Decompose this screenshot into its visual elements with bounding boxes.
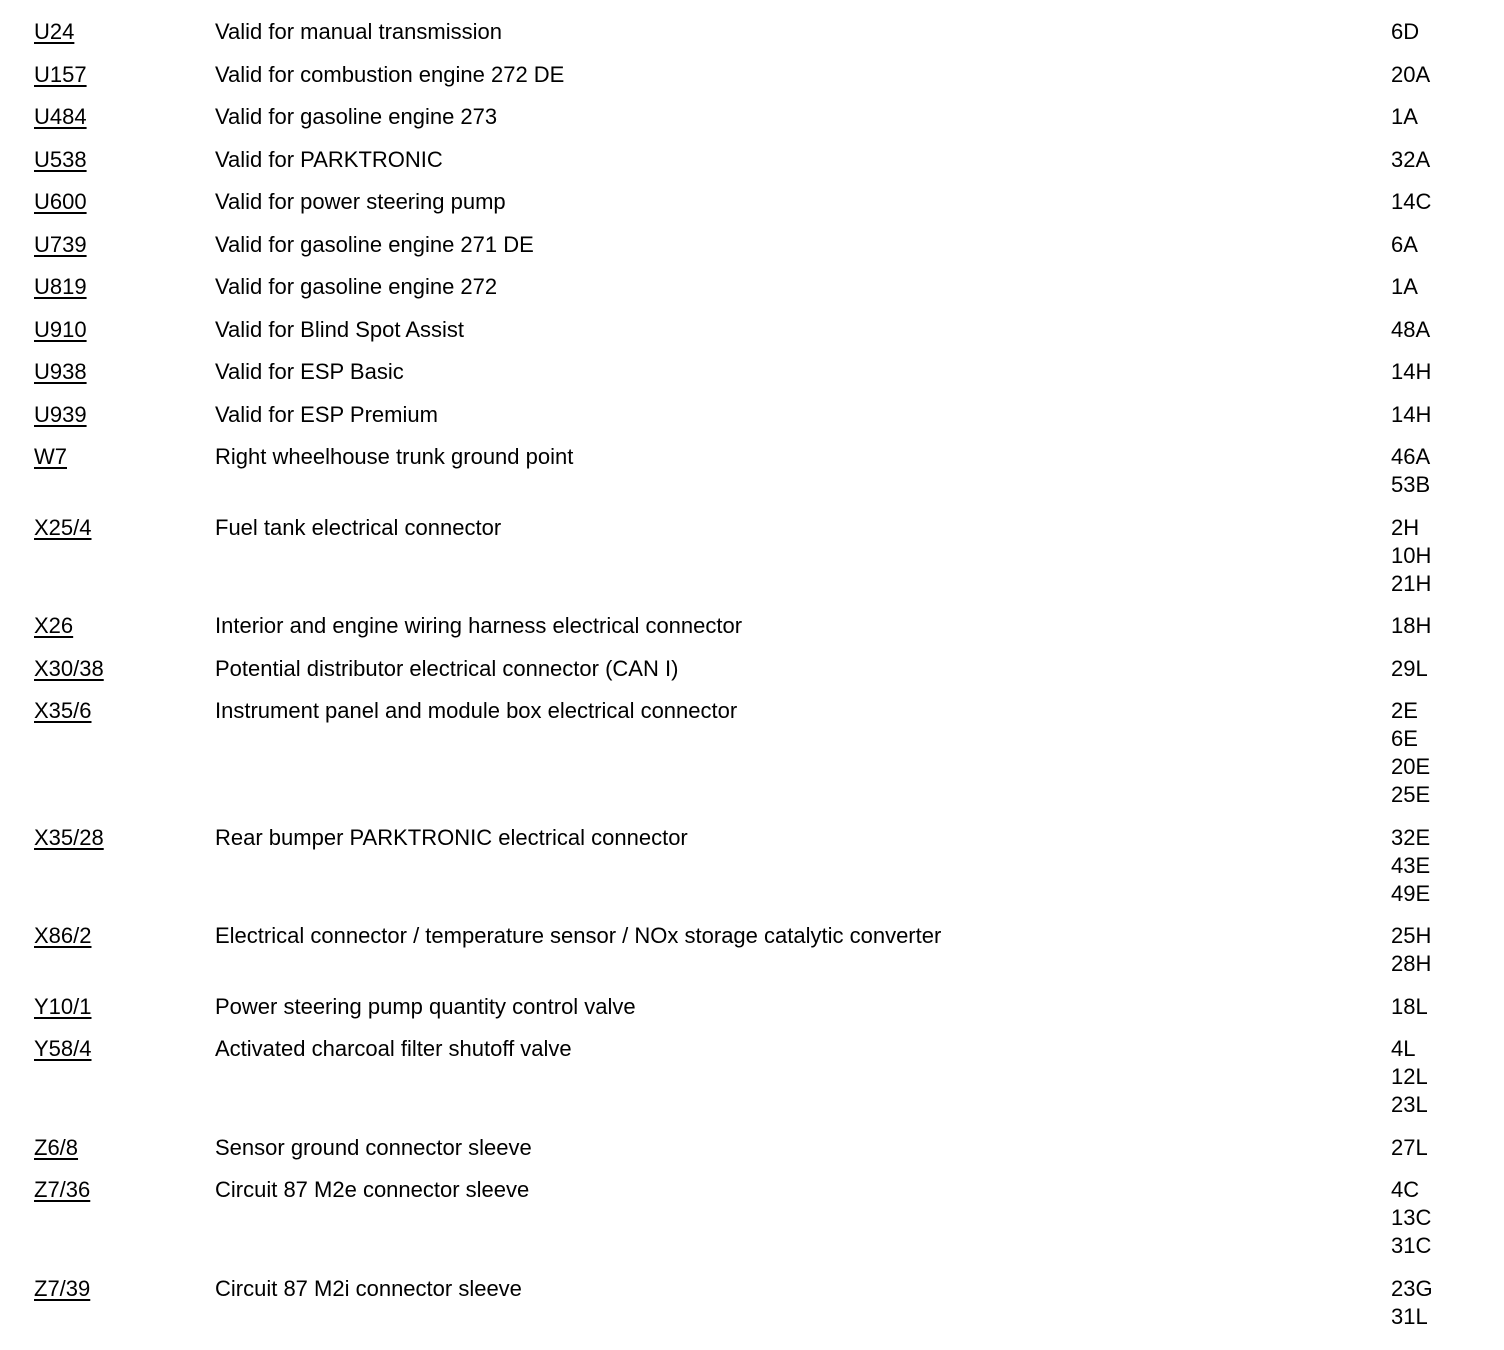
grid-reference: 48A xyxy=(1391,316,1431,342)
grid-reference: 4L xyxy=(1391,1036,1416,1061)
grid-reference: 2E xyxy=(1391,698,1418,723)
component-description: Fuel tank electrical connector xyxy=(215,514,502,540)
grid-reference: 28H xyxy=(1391,951,1432,976)
component-description: Power steering pump quantity control valve xyxy=(215,993,636,1019)
legend-row xyxy=(0,443,1504,514)
grid-reference-list xyxy=(1391,655,1428,683)
component-description: Rear bumper PARKTRONIC electrical connector xyxy=(215,824,688,850)
grid-reference: 49E xyxy=(1391,880,1431,906)
grid-reference-list xyxy=(1391,61,1430,89)
grid-reference: 6A xyxy=(1391,231,1418,257)
grid-reference: 23G xyxy=(1391,1275,1433,1301)
grid-reference: 27L xyxy=(1391,1134,1428,1160)
legend-row xyxy=(0,146,1504,189)
grid-reference: 46A xyxy=(1391,444,1431,469)
grid-reference-list xyxy=(1391,273,1418,301)
grid-reference: 14C xyxy=(1391,189,1432,214)
component-code-link[interactable]: X30/38 xyxy=(34,655,104,681)
component-code-link[interactable]: U157 xyxy=(34,61,87,87)
grid-reference-list xyxy=(1391,612,1431,640)
component-description: Valid for ESP Premium xyxy=(215,401,438,427)
legend-row xyxy=(0,273,1504,316)
component-description: Valid for combustion engine 272 DE xyxy=(215,61,565,87)
component-code-link[interactable]: U600 xyxy=(34,189,87,214)
grid-reference-list xyxy=(1391,1134,1428,1162)
grid-reference-list xyxy=(1391,146,1430,174)
component-code-link[interactable]: Y58/4 xyxy=(34,1036,92,1061)
component-description: Valid for manual transmission xyxy=(215,19,502,44)
component-code-link[interactable]: Z6/8 xyxy=(34,1134,79,1160)
component-code-link[interactable]: U538 xyxy=(34,146,87,172)
grid-reference: 10H xyxy=(1391,542,1432,568)
grid-reference: 13C xyxy=(1391,1205,1432,1230)
grid-reference-list xyxy=(1391,1035,1428,1119)
legend-row xyxy=(0,61,1504,104)
component-description: Activated charcoal filter shutoff valve xyxy=(215,1036,572,1061)
grid-reference-list xyxy=(1391,188,1431,216)
component-description: Valid for ESP Basic xyxy=(215,359,404,384)
grid-reference-list xyxy=(1391,231,1418,259)
grid-reference: 18L xyxy=(1391,993,1428,1019)
legend-row xyxy=(0,1134,1504,1177)
component-description: Circuit 87 M2i connector sleeve xyxy=(215,1275,522,1301)
legend-row xyxy=(0,922,1504,993)
legend-row xyxy=(0,993,1504,1036)
component-description: Valid for PARKTRONIC xyxy=(215,146,443,172)
grid-reference-list xyxy=(1391,443,1430,499)
legend-row xyxy=(0,188,1504,231)
component-description: Circuit 87 M2e connector sleeve xyxy=(215,1177,530,1202)
component-description: Valid for gasoline engine 271 DE xyxy=(215,231,534,257)
component-description: Valid for Blind Spot Assist xyxy=(215,316,465,342)
grid-reference: 31L xyxy=(1391,1303,1428,1329)
component-code-link[interactable]: X25/4 xyxy=(34,514,92,540)
component-description: Electrical connector / temperature sensor / NOx storage catalytic converter xyxy=(215,923,942,948)
component-code-link[interactable]: X86/2 xyxy=(34,923,92,948)
grid-reference-list xyxy=(1391,401,1431,429)
grid-reference: 20A xyxy=(1391,61,1431,87)
grid-reference: 21H xyxy=(1391,570,1432,596)
grid-reference-list xyxy=(1391,358,1431,386)
grid-reference: 1A xyxy=(1391,104,1418,129)
grid-reference: 25E xyxy=(1391,782,1431,807)
component-description: Sensor ground connector sleeve xyxy=(215,1134,532,1160)
legend-row xyxy=(0,103,1504,146)
component-code-link[interactable]: U910 xyxy=(34,316,87,342)
legend-row xyxy=(0,18,1504,61)
component-description: Valid for gasoline engine 272 xyxy=(215,274,498,299)
component-description: Instrument panel and module box electrical connector xyxy=(215,698,738,723)
component-code-link[interactable]: U739 xyxy=(34,231,87,257)
grid-reference-list xyxy=(1391,514,1431,598)
legend-row xyxy=(0,1035,1504,1134)
component-description: Valid for gasoline engine 273 xyxy=(215,104,498,129)
grid-reference-list xyxy=(1391,697,1430,809)
legend-row xyxy=(0,824,1504,923)
legend-row xyxy=(0,401,1504,444)
grid-reference: 14H xyxy=(1391,401,1432,427)
legend-row xyxy=(0,316,1504,359)
component-code-link[interactable]: Z7/36 xyxy=(34,1177,91,1202)
legend-row xyxy=(0,612,1504,655)
component-code-link[interactable]: U938 xyxy=(34,359,87,384)
component-code-link[interactable]: U939 xyxy=(34,401,87,427)
component-code-link[interactable]: Y10/1 xyxy=(34,993,92,1019)
component-description: Valid for power steering pump xyxy=(215,189,506,214)
component-description: Interior and engine wiring harness electrical connector xyxy=(215,613,743,638)
component-code-link[interactable]: W7 xyxy=(34,444,67,469)
grid-reference: 32E xyxy=(1391,824,1431,850)
legend-row xyxy=(0,655,1504,698)
grid-reference: 31C xyxy=(1391,1233,1432,1258)
component-code-link[interactable]: U484 xyxy=(34,104,87,129)
grid-reference-list xyxy=(1391,824,1430,908)
component-code-link[interactable]: Z7/39 xyxy=(34,1275,91,1301)
component-code-link[interactable]: U819 xyxy=(34,274,87,299)
grid-reference: 18H xyxy=(1391,613,1432,638)
component-description: Right wheelhouse trunk ground point xyxy=(215,444,574,469)
grid-reference-list xyxy=(1391,18,1419,46)
legend-row xyxy=(0,514,1504,613)
grid-reference: 6D xyxy=(1391,19,1420,44)
grid-reference: 14H xyxy=(1391,359,1432,384)
grid-reference: 32A xyxy=(1391,146,1431,172)
legend-row xyxy=(0,358,1504,401)
grid-reference: 12L xyxy=(1391,1064,1428,1089)
grid-reference: 6E xyxy=(1391,726,1418,751)
grid-reference: 1A xyxy=(1391,274,1418,299)
component-code-link[interactable]: X35/6 xyxy=(34,698,92,723)
grid-reference-list xyxy=(1391,922,1431,978)
grid-reference: 43E xyxy=(1391,852,1431,878)
grid-reference-list xyxy=(1391,993,1428,1021)
grid-reference: 29L xyxy=(1391,655,1428,681)
component-description: Potential distributor electrical connector (CAN I) xyxy=(215,655,679,681)
grid-reference-list xyxy=(1391,1275,1433,1331)
component-code-link[interactable]: U24 xyxy=(34,19,75,44)
legend-row xyxy=(0,697,1504,824)
grid-reference: 4C xyxy=(1391,1177,1420,1202)
grid-reference-list xyxy=(1391,316,1430,344)
legend-row xyxy=(0,1275,1504,1346)
grid-reference-list xyxy=(1391,103,1418,131)
grid-reference-list xyxy=(1391,1176,1431,1260)
grid-reference: 53B xyxy=(1391,472,1431,497)
component-code-link[interactable]: X26 xyxy=(34,613,74,638)
grid-reference: 25H xyxy=(1391,923,1432,948)
grid-reference: 2H xyxy=(1391,514,1420,540)
grid-reference: 23L xyxy=(1391,1092,1428,1117)
legend-row xyxy=(0,231,1504,274)
grid-reference: 20E xyxy=(1391,754,1431,779)
component-code-link[interactable]: X35/28 xyxy=(34,824,104,850)
legend-row xyxy=(0,1176,1504,1275)
